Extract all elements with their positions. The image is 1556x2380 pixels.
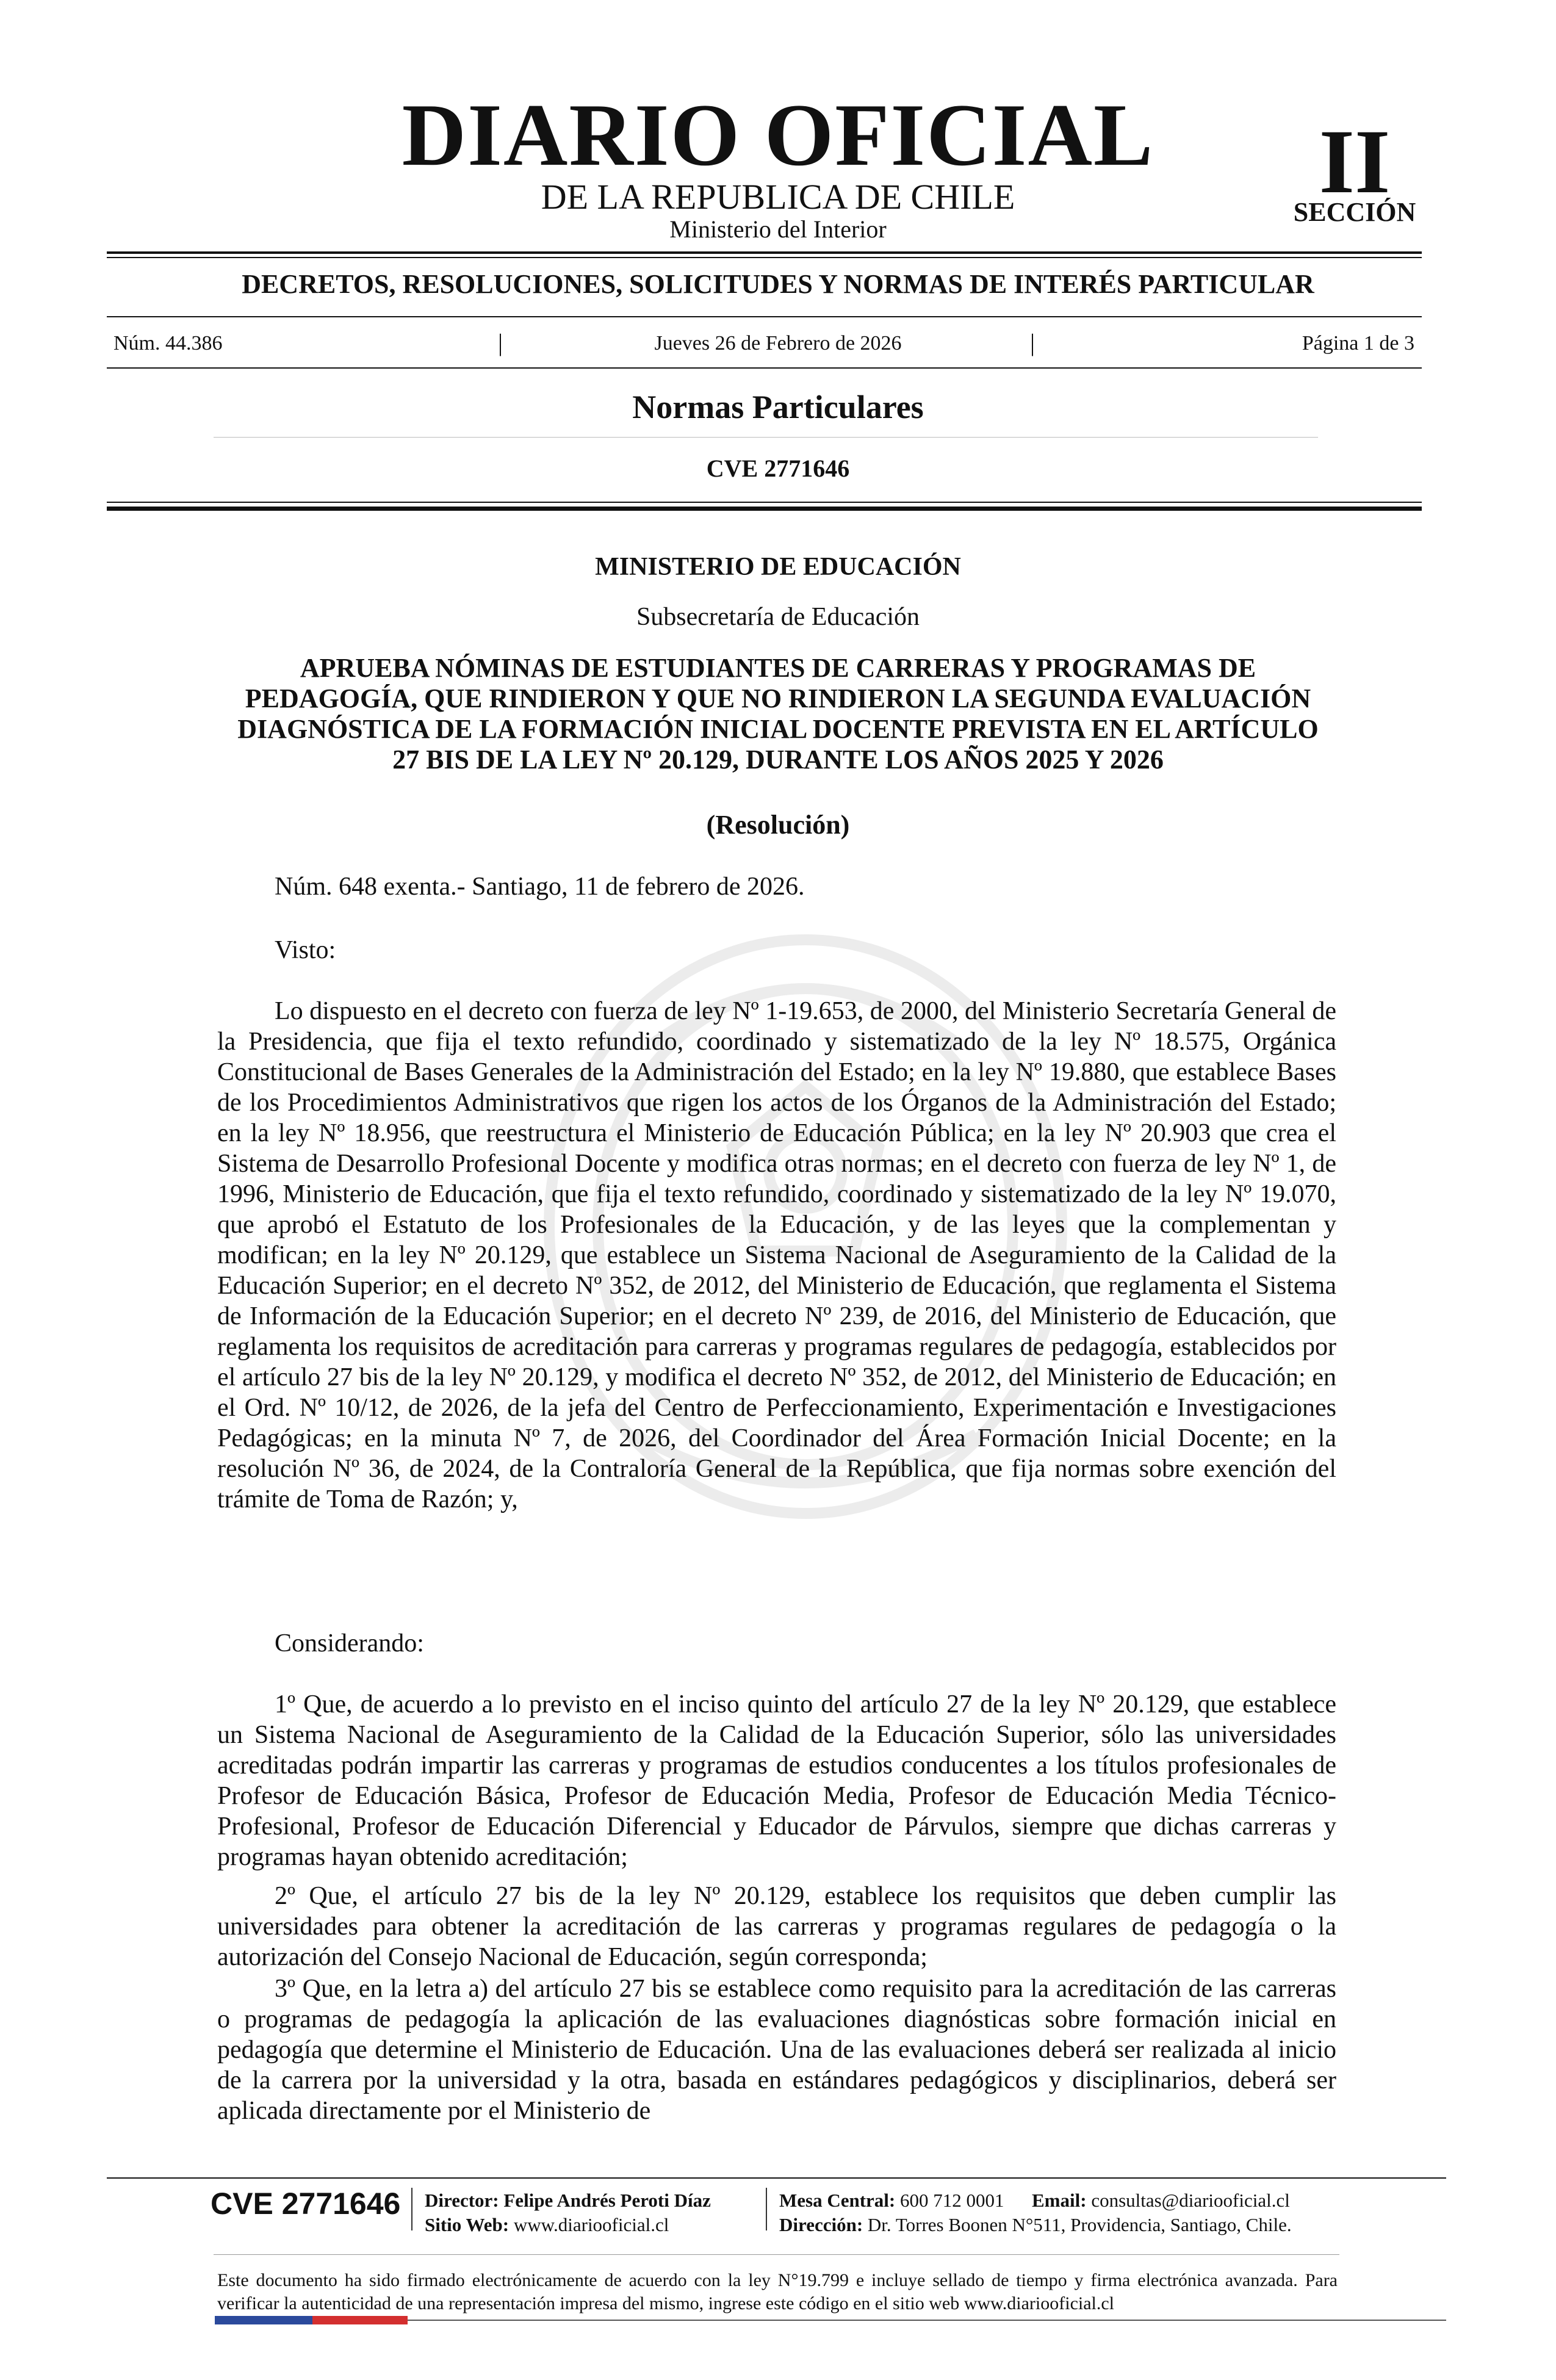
masthead-ministry: Ministerio del Interior (669, 215, 887, 243)
footer-divider (766, 2188, 767, 2230)
cve-code: CVE 2771646 (706, 455, 850, 482)
subsecretaria: Subsecretaría de Educación (636, 603, 920, 631)
cve-rule-thick (107, 507, 1422, 511)
footer-contact (779, 2191, 1290, 2210)
section-number: II (1319, 111, 1391, 212)
meta-rule-top (107, 316, 1422, 317)
director-value: Felipe Andrés Peroti Díaz (503, 2190, 711, 2211)
issue-number: Núm. 44.386 (113, 332, 223, 355)
resolution-type: (Resolución) (706, 810, 850, 840)
director-label: Director: (425, 2190, 499, 2211)
flag-bar-blue (215, 2316, 312, 2324)
email-link[interactable]: consultas@diariooficial.cl (1091, 2190, 1290, 2211)
masthead-title: DIARIO OFICIAL (402, 85, 1154, 184)
address-value: Dr. Torres Boonen N°511, Providencia, Santiago, Chile. (867, 2214, 1292, 2235)
issue-date: Jueves 26 de Febrero de 2026 (654, 332, 902, 355)
masthead-subtitle: DE LA REPUBLICA DE CHILE (541, 177, 1015, 217)
page-indicator: Página 1 de 3 (1302, 332, 1414, 355)
considerando-paragraph-3: 3º Que, en la letra a) del artículo 27 bis se establece como requisito para la acreditación de las carreras o programas de pedagogía la aplicación de las evaluaciones diagnósticas sobre formación inicial en pedagogía que determine el Ministerio de Educación. Una de las evaluaciones deberá ser realizada al inicio de la carrera por la universidad y la otra, basada en estándares pedagógicos y disciplinarios, deberá ser aplicada directamente por el Ministerio de (217, 1975, 1336, 2125)
ministry-name: MINISTERIO DE EDUCACIÓN (595, 553, 961, 581)
considerando-paragraph-2: 2º Que, el artículo 27 bis de la ley Nº 20.129, establece los requisitos que deben cumplir las universidades para obtener la acreditación de las carreras y programas regulares de pedagogía o la autorización del Consejo Nacional de Educación, según corresponda; (217, 1882, 1336, 1971)
footer-address (779, 2215, 1292, 2234)
legal-notice: Este documento ha sido firmado electrónicamente de acuerdo con la ley N°19.799 e incluye sellado de tiempo y firma electrónica avanzada. Para verificar la autenticidad de una representación impresa del mismo, ingrese este código en el sitio web www.diariooficial.cl (217, 2270, 1338, 2313)
header-rule-thin (107, 257, 1422, 258)
mesa-value: 600 712 0001 (900, 2190, 1004, 2211)
footer-rule-middle (214, 2254, 1339, 2255)
footer-website (425, 2215, 669, 2234)
flag-bar-red (312, 2316, 408, 2324)
visto-label: Visto: (275, 936, 336, 964)
resolution-number-line: Núm. 648 exenta.- Santiago, 11 de febrero de 2026. (275, 873, 805, 901)
considerando-label: Considerando: (275, 1629, 424, 1657)
meta-separator: | (498, 329, 503, 356)
section-label: SECCIÓN (1293, 197, 1416, 227)
considerando-paragraph-1: 1º Que, de acuerdo a lo previsto en el inciso quinto del artículo 27 de la ley Nº 20.129, que establece un Sistema Nacional de Aseguramiento de la Calidad de la Educación Superior, sólo las universidades acreditadas podrán impartir las carreras y programas de estudios conducentes a los títulos profesionales de Profesor de Educación Básica, Profesor de Educación Media, Profesor de Educación Media Técnico-Profesional, Profesor de Educación Diferencial y Educador de Párvulos, siempre que dichas carreras y programas hayan obtenido acreditación; (217, 1690, 1336, 1871)
footer-rule-top (107, 2177, 1446, 2179)
footer-divider (411, 2188, 412, 2230)
footer-rule-bottom (408, 2320, 1446, 2321)
mesa-label: Mesa Central: (779, 2190, 896, 2211)
visto-paragraph: Lo dispuesto en el decreto con fuerza de ley Nº 1-19.653, de 2000, del Ministerio Secretaría General de la Presidencia, que fija el texto refundido, coordinado y sistematizado de la ley Nº 18.575, Orgánica Constitucional de Bases Generales de la Administración del Estado; en la ley Nº 19.880, que establece Bases de los Procedimientos Administrativos que rigen los actos de los Órganos de la Administración del Estado; en la ley Nº 18.956, que reestructura el Ministerio de Educación Pública; en la ley Nº 20.903 que crea el Sistema de Desarrollo Profesional Docente y modifica otras normas; en el decreto con fuerza de ley Nº 1, de 1996, Ministerio de Educación, que fija el texto refundido, coordinado y sistematizado de la ley Nº 19.070, que aprobó el Estatuto de los Profesionales de la Educación, y de las leyes que la complementan y modifican; en la ley Nº 20.129, que establece un Sistema Nacional de Aseguramiento de la Calidad de la Educación Superior; en el decreto Nº 352, de 2012, del Ministerio de Educación, que reglamenta el Sistema de Información de la Educación Superior; en el decreto Nº 239, de 2016, del Ministerio de Educación, que reglamenta los requisitos de acreditación para carreras y programas regulares de pedagogía, establecidos por el artículo 27 bis de la ley Nº 20.129, y modifica el decreto Nº 352, de 2012, del Ministerio de Educación; en el Ord. Nº 10/12, de 2026, de la jefa del Centro de Perfeccionamiento, Experimentación e Investigaciones Pedagógicas; en la minuta Nº 7, de 2026, del Coordinador del Área Formación Inicial Docente; en la resolución Nº 36, de 2024, de la Contraloría General de la República, que fija normas sobre exención del trámite de Toma de Razón; y, (217, 997, 1336, 1513)
cve-rule-thin (107, 502, 1422, 503)
email-label: Email: (1032, 2190, 1087, 2211)
category-heading: DECRETOS, RESOLUCIONES, SOLICITUDES Y NORMAS DE INTERÉS PARTICULAR (242, 269, 1314, 299)
meta-separator: | (1030, 329, 1036, 356)
web-label: Sitio Web: (425, 2214, 510, 2235)
web-link[interactable]: www.diariooficial.cl (513, 2214, 669, 2235)
section-title: Normas Particulares (632, 389, 924, 425)
resolution-title: APRUEBA NÓMINAS DE ESTUDIANTES DE CARRERAS Y PROGRAMAS DE PEDAGOGÍA, QUE RINDIERON Y QUE NO RINDIERON LA SEGUNDA EVALUACIÓN DIAGNÓSTICA DE LA FORMACIÓN INICIAL DOCENTE PREVISTA EN EL ARTÍCULO 27 BIS DE LA LEY Nº 20.129, DURANTE LOS AÑOS 2025 Y 2026 (237, 653, 1319, 774)
meta-rule-bottom (107, 367, 1422, 369)
footer-cve-code: CVE 2771646 (211, 2187, 401, 2221)
section-title-rule (214, 437, 1318, 438)
address-label: Dirección: (779, 2214, 863, 2235)
footer-director (425, 2191, 711, 2210)
header-rule-thick (107, 251, 1422, 254)
